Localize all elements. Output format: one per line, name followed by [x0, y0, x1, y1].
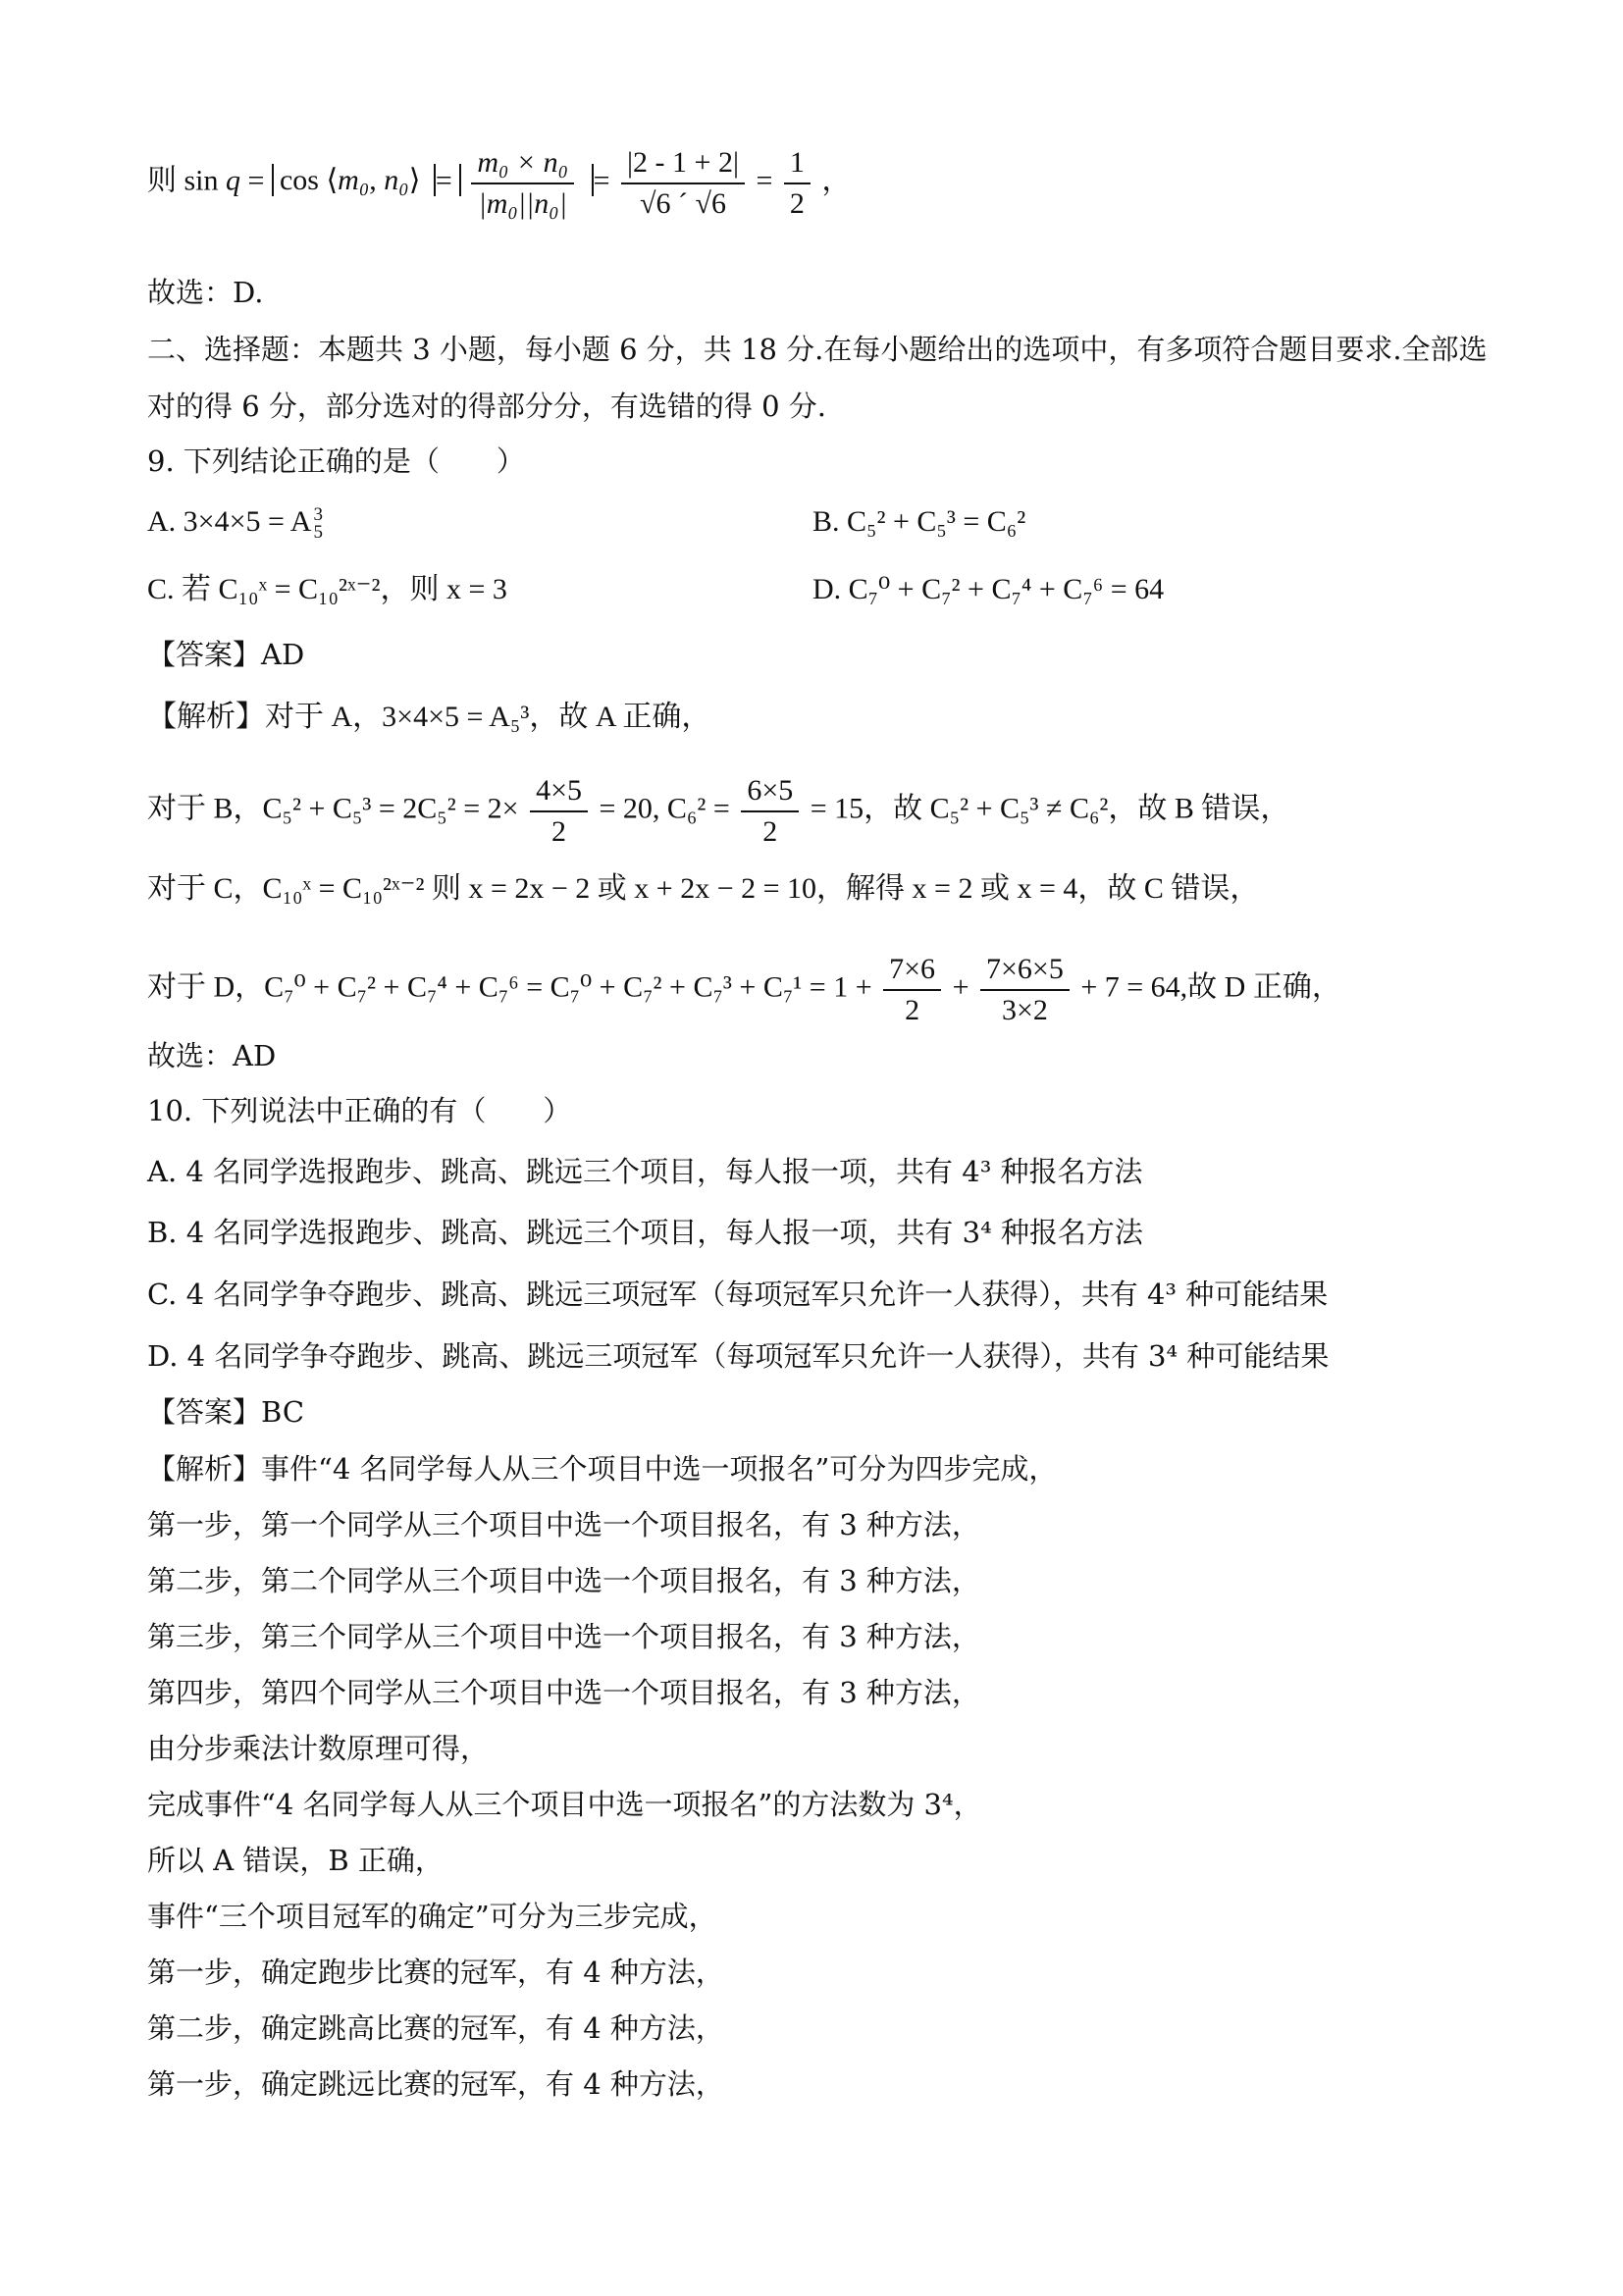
q9-d-fraction-2	[980, 954, 1070, 1025]
equals-sign-3: =	[593, 164, 618, 197]
q9-b-fraction-2	[741, 775, 799, 847]
q9-analysis-b	[147, 775, 1289, 847]
q10-option-b: B. 4 名同学选报跑步、跳高、跳远三个项目，每人报一项，共有 3⁴ 种报名方法	[147, 1216, 1143, 1249]
q10-analysis-line: 所以 A 错误，B 正确，	[147, 1844, 444, 1877]
q9-option-c	[147, 570, 507, 609]
cos-label: cos	[279, 164, 319, 197]
q9-option-d: D. C₇⁰ + C₇² + C₇⁴ + C₇⁶ = 64	[812, 573, 1165, 605]
q9-analysis-d	[147, 954, 1341, 1025]
q9-a-sub: 5	[313, 522, 323, 544]
q9-c-suffix: ，则 x = 3	[380, 573, 507, 605]
q9-b-prefix: 对于 B，C₅² + C₅³ = 2C₅² = 2×	[147, 792, 519, 825]
abs-cos: cos ⟨m₀, n₀⟩	[272, 164, 436, 196]
formula-end: ，	[821, 164, 852, 197]
q10-analysis-line: 第四步，第四个同学从三个项目中选一个项目报名，有 3 种方法，	[147, 1676, 980, 1709]
q9-d-suffix: + 7 = 64,故 D 正确，	[1080, 970, 1341, 1004]
q9-choose: 故选：AD	[147, 1039, 277, 1072]
vector-m: m₀	[338, 164, 370, 197]
q9-option-a-text: A. 3×4×5 = A	[147, 505, 312, 538]
q9-b-f1-num: 4×5	[530, 775, 588, 812]
q9-a-sup: 3	[313, 504, 323, 526]
q9-d-f2-num: 7×6×5	[980, 954, 1070, 991]
q10-analysis-line: 事件“三个项目冠军的确定”可分为三步完成，	[147, 1900, 717, 1933]
q9-analysis-a: 【解析】对于 A，3×4×5 = A₅³，故 A 正确，	[147, 701, 711, 733]
q10-analysis-line: 由分步乘法计数原理可得，	[147, 1732, 490, 1765]
q9-title: 9. 下列结论正确的是（ ）	[147, 444, 525, 478]
q9-d-f1-den: 2	[905, 993, 920, 1026]
q9-b-fraction-1	[530, 775, 588, 847]
half-denominator: 2	[789, 186, 805, 220]
q10-option-d: D. 4 名同学争夺跑步、跳高、跳远三项冠军（每项冠军只允许一人获得），共有 3⁴ 种可能结果	[147, 1339, 1330, 1373]
vector-fraction	[471, 147, 574, 219]
q10-analysis-line: 第一步，第一个同学从三个项目中选一个项目报名，有 3 种方法，	[147, 1508, 980, 1541]
q10-answer: 【答案】BC	[147, 1395, 305, 1429]
q10-analysis-line: 完成事件“4 名同学每人从三个项目中选一项报名”的方法数为 3⁴，	[147, 1788, 982, 1821]
q10-analysis-line: 第二步，第二个同学从三个项目中选一个项目报名，有 3 种方法，	[147, 1564, 980, 1597]
q9-d-f2-den: 3×2	[1001, 993, 1048, 1026]
value-numerator: |2 - 1 + 2|	[621, 147, 745, 184]
q9-b-middle: = 20, C₆² =	[599, 792, 730, 825]
sin-label: sin	[183, 164, 219, 197]
half-numerator: 1	[784, 147, 811, 184]
q9-b-f1-den: 2	[551, 814, 567, 848]
value-fraction	[621, 147, 745, 219]
q9-d-prefix: 对于 D，C₇⁰ + C₇² + C₇⁴ + C₇⁶ = C₇⁰ + C₇² + C₇³ + C₇¹ = 1 +	[147, 970, 872, 1004]
theta-symbol: q	[226, 164, 241, 197]
section-header-2: 对的得 6 分，部分选对的得部分分，有选错的得 0 分.	[147, 390, 826, 423]
q10-analysis-line: 【解析】事件“4 名同学每人从三个项目中选一项报名”可分为四步完成，	[147, 1452, 1058, 1486]
vector-denominator: |m₀||n₀|	[478, 186, 567, 220]
sin-formula	[147, 147, 851, 219]
q9-b-suffix: = 15，故 C₅² + C₅³ ≠ C₆²，故 B 错误，	[810, 792, 1290, 825]
section-header-1: 二、选择题：本题共 3 小题，每小题 6 分，共 18 分.在每小题给出的选项中，有多项符合题目要求.全部选	[147, 333, 1488, 366]
half-fraction	[784, 147, 811, 219]
q9-c-math: C₁₀ˣ = C₁₀²ˣ⁻²	[218, 573, 381, 605]
vector-numerator: m₀ × n₀	[471, 147, 574, 184]
q9-d-plus: +	[952, 970, 969, 1004]
q10-analysis-line: 第三步，第三个同学从三个项目中选一个项目报名，有 3 种方法，	[147, 1620, 980, 1653]
formula-prefix: 则	[147, 164, 177, 197]
q9-d-f1-num: 7×6	[883, 954, 941, 991]
q10-analysis-line: 第一步，确定跳远比赛的冠军，有 4 种方法，	[147, 2067, 724, 2101]
q9-c-prefix: C. 若	[147, 573, 219, 605]
q9-option-b: B. C₅² + C₅³ = C₆²	[812, 505, 1026, 538]
q9-d-fraction-1	[883, 954, 941, 1025]
choice-d-line: 故选：D.	[147, 276, 264, 309]
q10-option-a: A. 4 名同学选报跑步、跳高、跳远三个项目，每人报一项，共有 4³ 种报名方法	[147, 1155, 1143, 1188]
equals-sign-2: =	[435, 164, 460, 197]
q10-option-c: C. 4 名同学争夺跑步、跳高、跳远三项冠军（每项冠军只允许一人获得），共有 4³ 种可能结果	[147, 1278, 1329, 1311]
equals-sign: =	[247, 164, 272, 197]
q9-answer: 【答案】AD	[147, 638, 305, 671]
abs-vector-fraction	[459, 146, 593, 220]
q10-title: 10. 下列说法中正确的有（ ）	[147, 1094, 572, 1127]
q10-analysis-line: 第二步，确定跳高比赛的冠军，有 4 种方法，	[147, 2011, 724, 2045]
q10-analysis-line: 第一步，确定跑步比赛的冠军，有 4 种方法，	[147, 1956, 724, 1989]
q9-analysis-c: 对于 C，C₁₀ˣ = C₁₀²ˣ⁻² 则 x = 2x − 2 或 x + 2x − 2 = 10，解得 x = 2 或 x = 4，故 C 错误，	[147, 872, 1260, 905]
q9-b-f2-num: 6×5	[741, 775, 799, 812]
vector-n: n₀	[384, 164, 409, 197]
q9-option-a	[147, 502, 323, 542]
equals-sign-4: =	[756, 164, 780, 197]
q9-b-f2-den: 2	[762, 814, 778, 848]
value-denominator: √6 ´ √6	[640, 186, 726, 220]
